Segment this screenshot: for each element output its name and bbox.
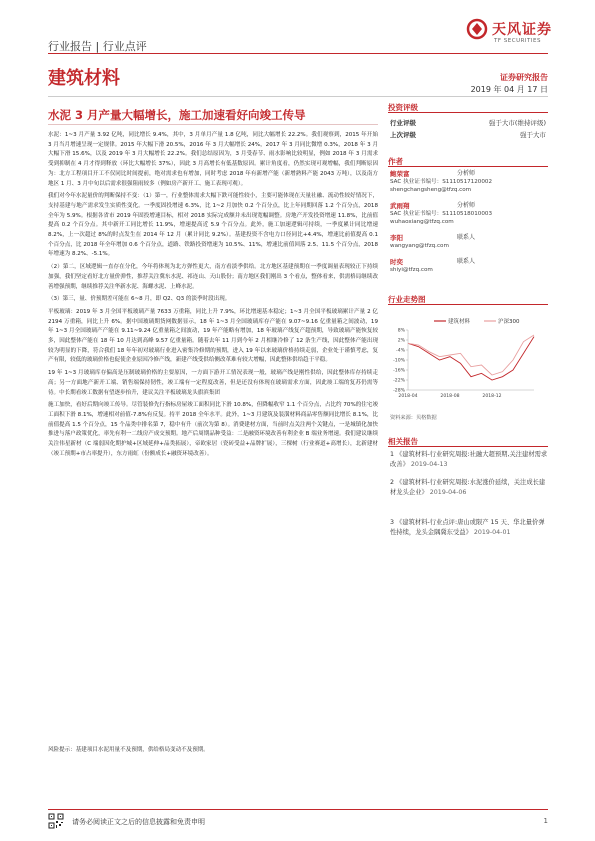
analyst-role: 分析师: [457, 170, 476, 177]
analyst-card: [390, 202, 546, 227]
y-tick-label: -28%: [393, 388, 405, 394]
contact-name: 李阳: [390, 234, 403, 242]
report-section: 行业报告 | 行业点评: [48, 40, 147, 53]
related-report-item[interactable]: [390, 518, 548, 537]
logo-name: 天风证券: [492, 22, 552, 38]
paragraph-cement-output: 水泥：1~3 月产量 3.92 亿吨，同比增长 9.4%，其中，3 月单月产量 1.8 亿吨，同比大幅增长 22.2%。我们观察到，2015 年开始 3 月当月增速呈现一定规律。2015 年大幅下滑 20.5%，2016 年 3 月大幅增长 24%，2017 年 3 月同比微增 0.3%，2018 年 3 月大幅下滑 15.6%，以及 2019 年 3 月大幅增长 22.2%。我们总结原因为，3 月受春节、雨水影响比较明显，例如 2018 年 3 月需求受到抑制在 4 月才得到释放（环比大幅增长 37%），因此 3 月高增长有低基数原因。累计角度看，仍然实现可观增幅，我们判断原因为：北方工程项目开工不仅同比时间提前，绝对需求也有增加，同时考虑 2018 年有新增产能（新增熟料产能 2043 万吨），以及南方地区 1 月、3 月中旬以后需求很强阻雨较多（例如房产新开工、施工表现可观）。: [48, 132, 378, 187]
chart-source: 资料来源：贝格数据: [390, 415, 437, 421]
related-report-title[interactable]: 3 《建筑材料-行业点评:唐山或限产 15 天、华北量价弹性持续，龙头金隅冀东受益》: [390, 519, 545, 536]
paragraph-cement-view: 我们对今年水泥量价的判断保持不变：（1）第一，行业整体需求大幅下跌可能性较小，主要可能体现在天量社融、流动性较好情况下，支持基建与地产需求发生实质性变化。一季度固投增速 6.3%，比 1~2 月加快 0.2 个百分点，比上年同期回落 1.2 个百分点，2018 全年为 5.9%。根据各省市 2019 年固投增速目标，相对 2018 实际完成额并未出现宽幅调整。房地产开发投资增速 11.8%，比前值提高 0.2 个百分点。其中新开工同比增长 11.9%，增速提高近 5.9 个百分点。此外，施工加速逻辑可持续，一季度累计同比增速 8.2%，上一次超过 8%的时点发生在 2014 年 12 月（累计同比 9.2%）。基建投资不含电力口径同比+4.4%，增速比前值提高 0.1 个百分点，比 2018 年全年增加 0.6 个百分点，道路、铁路投资增速为 10.5%、11%，增速比前值回落 2.5、11.5 个百分点，2018 年增速为 8.2%、-5.1%。: [48, 193, 378, 258]
rating-heading: 投资评级: [388, 103, 418, 112]
industry-title: 建筑材料: [48, 68, 120, 89]
paragraph-regional: （2）第二，区域逻辑一直存在分化，今年将体现为北方弹性更大，南方看淡季供给。北方地区基建预期在一季度调量表现较正下持续加强，我们坚定看好北方量价弹性，推荐关注冀东水泥、祁连山、天山股份；南方地区我们刚出 3 个看点，整体看来，供需格局继续改善增强预期，继续推荐关注华新水泥、海螺水泥、上峰水泥。: [48, 264, 378, 290]
industry-rating-value: 强于大市(维持评级): [488, 119, 546, 127]
analyst-card: [390, 170, 546, 195]
analyst-email[interactable]: shengchangsheng@tfzq.com: [390, 187, 472, 194]
legend-label-series-1: 沪深300: [498, 319, 520, 325]
author-divider: [388, 166, 548, 167]
related-report-item[interactable]: [390, 450, 548, 469]
legend-label-series-0: 建筑材料: [448, 319, 471, 325]
paragraph-expectation: （3）第三，量、价预期差可能在 6~8 月，即 Q2、Q3 的淡季时段出现。: [48, 296, 231, 303]
series-line-1: [408, 335, 534, 375]
report-date: 2019 年 04 月 17 日: [470, 85, 548, 94]
footer-divider: [48, 809, 548, 810]
page-number: 1: [543, 817, 548, 825]
title-underline: [48, 124, 378, 125]
footer-disclaimer: 请务必阅读正文之后的信息披露和免责申明: [72, 818, 205, 826]
logo-icon: [466, 18, 488, 40]
chart-heading: 行业走势图: [388, 295, 426, 304]
y-tick-label: -10%: [393, 358, 405, 364]
series-line-0: [408, 337, 534, 380]
x-tick-label: 2018-04: [398, 394, 418, 399]
company-logo: [466, 16, 576, 58]
y-tick-label: 8%: [397, 328, 405, 334]
related-report-date: 2019-04-06: [429, 488, 467, 496]
y-tick-label: 2%: [397, 338, 405, 344]
contact-email[interactable]: shiyi@tfzq.com: [390, 267, 433, 274]
industry-rating-label: 行业评级: [390, 119, 416, 127]
prev-rating-label: 上次评级: [390, 131, 416, 139]
analyst-sac: SAC 执业证书编号：S1110518010003: [390, 211, 493, 218]
chart-x-axis: [398, 390, 534, 399]
paragraph-completion: 施工加快，看好后期向竣工传导。尽管装修先行指标房屋竣工面积同比下滑 10.8%，但降幅收窄 1.1 个百分点，占比约 70%的住宅竣工面积下滑 8.1%，增速相对前值-7.8%有反复。持平 2018 全年水平。此外，1~3 月建筑及装潢材料商品零售额同比增长 8.1%，比前值提高 1.5 个百分点，15 个品类中排名第 7，稳中有升（前次为第 8）。消费建材方面，当前时点关注两个关键点，一是城镇化加快推进与落户政策优化，率先有利一二线房产成交预期。地产后周期品种受益：二是融资环境改善有利企业 B 端业务增速。我们建议继续关注伟星新材（C 端弱因化期护城+区域延伸+品类拓展），帝欧家居（瓷砖受益+品牌扩展），三棵树（行业赛道+高增长），北新建材（竣工预期+市占率提升），东方雨虹（份额成长+融资环境改善）。: [48, 402, 378, 457]
prev-rating-value: 强于大市: [520, 131, 546, 139]
qr-code-icon: [48, 813, 64, 829]
rating-divider: [388, 112, 548, 113]
related-report-item[interactable]: [390, 478, 548, 497]
contact-card: [390, 258, 546, 274]
industry-trend-chart: [388, 316, 538, 402]
chart-divider: [388, 304, 548, 305]
analyst-email[interactable]: wuhaoxiang@tfzq.com: [390, 219, 454, 226]
y-tick-label: -4%: [396, 348, 405, 354]
title-divider: [48, 96, 548, 97]
related-report-date: 2019-04-01: [473, 528, 511, 536]
related-report-title[interactable]: 2 《建筑材料-行业研究周报:水泥涨价延续，关注成长建材龙头企业》: [390, 479, 546, 496]
report-title: 水泥 3 月产量大幅增长，施工加速看好向竣工传导: [48, 108, 306, 122]
x-tick-label: 2018-08: [440, 394, 460, 399]
report-body: [48, 131, 378, 463]
analyst-sac: SAC 执业证书编号：S1110517120002: [390, 179, 493, 186]
analyst-name: 武雨翔: [390, 202, 410, 210]
risk-warning: 风险提示：基建项目水泥用量不及预期，供给格局变动不及预期。: [48, 747, 209, 753]
y-tick-label: -22%: [393, 378, 405, 384]
logo-english: TF SECURITIES: [494, 38, 541, 44]
paragraph-glass-inventory: 19 年 1~3 月玻璃库存偏高是压制玻璃价格的主要原因，一方面下游开工情况表现一般，玻璃产线是刚性供给，因此整体库存持续走高；另一方面地产新开工端、销售端保持韧性，竣工端有一定程度改善，但是还没有体现在玻璃需求方面，因此竣工端的复苏仍需等待。中长期看竣工数据有望逐步抬升，建议关注平板玻璃龙头旗滨集团: [48, 370, 378, 396]
chart-legend: [434, 317, 520, 325]
related-report-title[interactable]: 1 《建筑材料-行业研究周报:社融大超预期,关注建材需求改善》: [390, 451, 548, 468]
related-report-date: 2019-04-13: [410, 460, 448, 468]
related-divider: [388, 446, 548, 447]
author-heading: 作者: [388, 157, 403, 166]
contact-role: 联系人: [457, 258, 476, 265]
contact-name: 时奕: [390, 258, 403, 266]
prev-rating-row: [390, 130, 546, 139]
contact-card: [390, 234, 546, 250]
report-type: 证券研究报告: [500, 73, 548, 82]
analyst-role: 分析师: [457, 202, 476, 209]
industry-rating-row: [390, 118, 546, 127]
analyst-name: 鲍荣富: [390, 170, 410, 178]
chart-series: [408, 335, 534, 380]
y-tick-label: -16%: [393, 368, 405, 374]
contact-email[interactable]: wangyang@tfzq.com: [390, 243, 449, 250]
x-tick-label: 2018-12: [482, 394, 502, 399]
paragraph-glass-output: 平板玻璃：2019 年 3 月全国平板玻璃产量 7633 万重箱，同比上升 7.9%，环比增速基本稳定；1~3 月全国平板玻璃累计产量 2 亿 2194 万重箱，同比上升 6%。据中国玻璃期货网数据显示，18 年 1~3 月全国玻璃库存产能在 9.07~9.16 亿重量箱之间波动，19 年 1~3 月全国玻璃产产能在 9.11~9.24 亿重量箱之间波动，19 年产能略有增加，18 年玻璃产线复产超预期，导致玻璃产能恢复较多，因此整体产能在 18 年 10 月达到高峰 9.57 亿重量箱。随着去年 11 月到今年 2 月相继冷修了 12 条生产线，因此整体产能出现较为明显的下降，符合我们 18 年年初对玻璃行业进入密集冷修期的预期，进入 19 年以来玻璃价格持续走弱，企业处于谨慎考虑，复产有限，较低的玻璃价格也促使企业原因冷修产线，新建产线受供给侧改革难有较大增幅，因此整体供给趋于平稳。: [48, 308, 378, 364]
related-heading: 相关报告: [388, 437, 418, 446]
header-divider: [48, 53, 548, 54]
chart-y-axis: [393, 328, 408, 394]
contact-role: 联系人: [457, 234, 476, 241]
